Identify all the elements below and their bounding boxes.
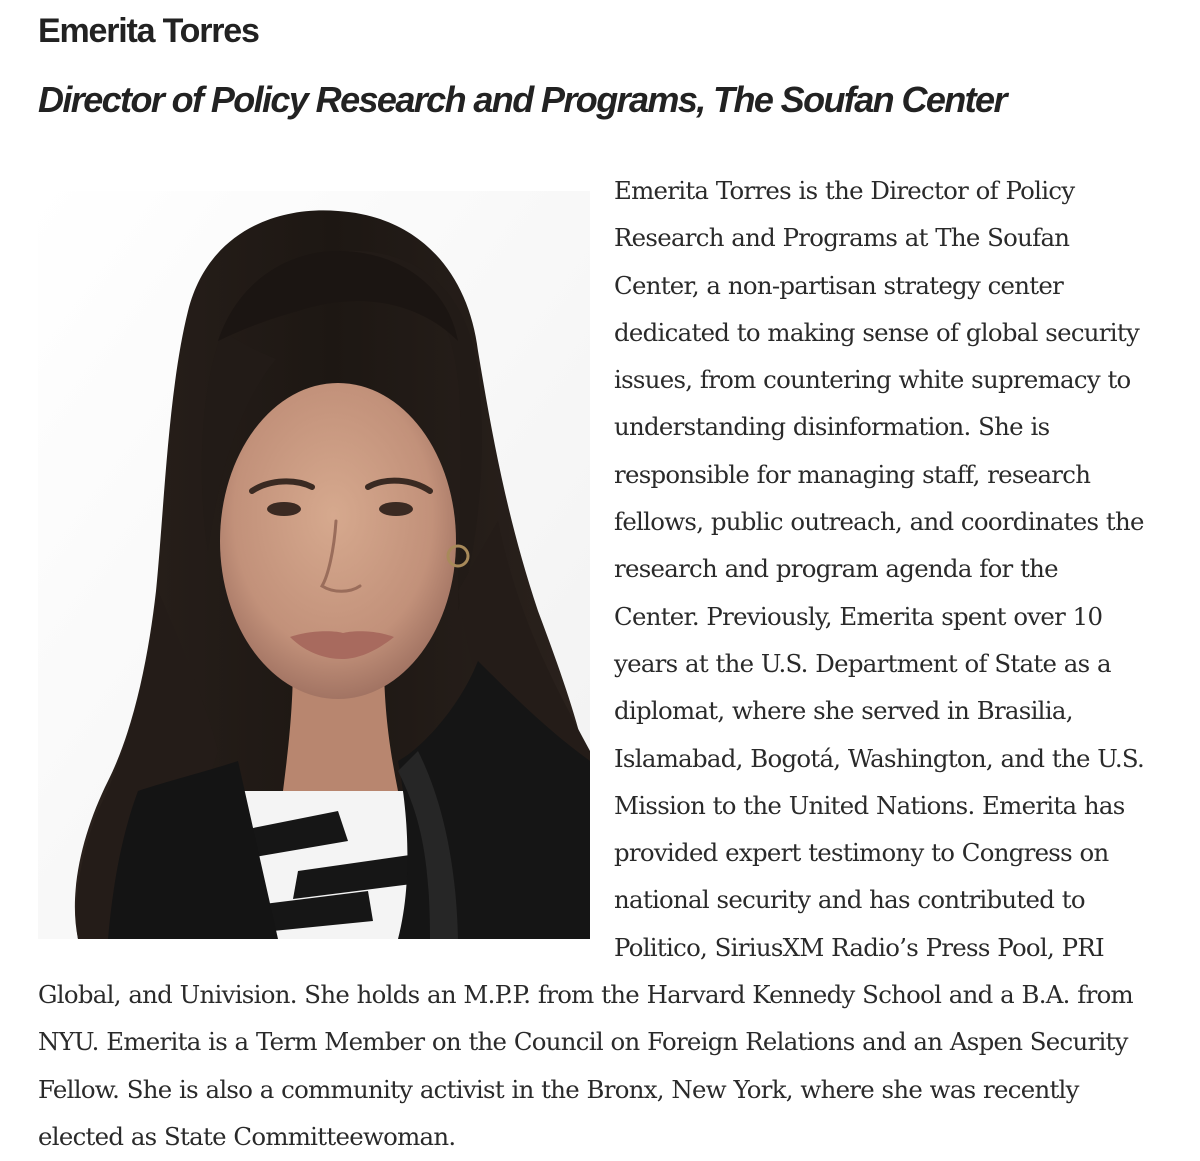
eye-left — [267, 502, 301, 516]
bio-section — [38, 167, 1148, 1160]
person-name: Emerita Torres — [38, 12, 259, 50]
bio-page — [38, 0, 1158, 1161]
portrait-photo — [38, 191, 590, 939]
bio-text: Emerita Torres is the Director of Policy Research and Programs at The Soufan Center, a non-partisan strategy center dedicated to making sense of global security issues, from countering white supremacy to understanding disinformation. She is responsible for managing staff, research fellows, public outreach, and coordinates the research and program agenda for the Center. Previously, Emerita spent over 10 years at the U.S. Department of State as a diplomat, where she served in Brasilia, Islamabad, Bogotá, Washington, and the U.S. Mission to the United Nations. Emerita has provided expert testimony to Congress on national security and has contributed to Politico, SiriusXM Radio’s Press Pool, PRI Global, and Univision. She holds an M.P.P. from the Harvard Kennedy School and a B.A. from NYU. Emerita is a Term Member on the Council on Foreign Relations and an Aspen Security Fellow. She is also a community activist in the Bronx, New York, where she was recently elected as State Committeewoman. — [38, 176, 1145, 1151]
person-title: Director of Policy Research and Programs, The Soufan Center — [38, 79, 1006, 120]
eye-right — [379, 502, 413, 516]
